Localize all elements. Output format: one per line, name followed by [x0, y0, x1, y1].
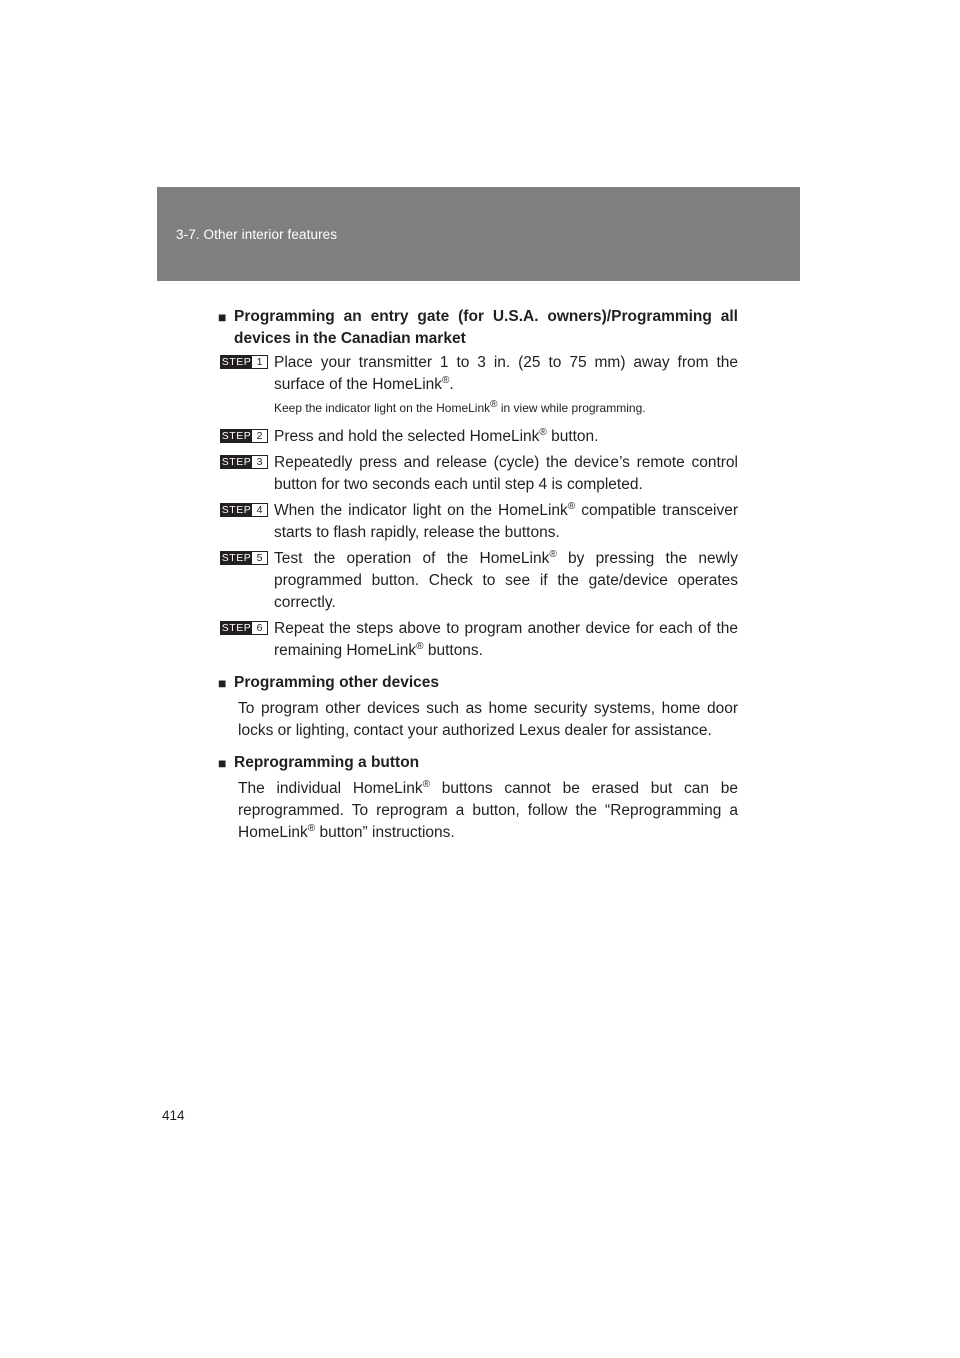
step-badge — [220, 503, 268, 517]
subheading-text: Programming other devices — [234, 674, 440, 691]
step-word: STEP — [221, 622, 252, 634]
step-text-end: button. — [546, 428, 599, 445]
subheading-entry-gate — [218, 306, 738, 350]
step-word: STEP — [221, 430, 252, 442]
step-text: Test the operation of the HomeLink — [274, 550, 550, 567]
step-2 — [218, 426, 738, 448]
step-badge — [220, 429, 268, 443]
step-text: When the indicator light on the HomeLink — [274, 502, 568, 519]
step-badge — [220, 355, 268, 369]
step-4 — [218, 500, 738, 544]
subheading-reprogramming — [218, 752, 738, 774]
paragraph-text: button” instructions. — [315, 824, 455, 841]
step-number: 6 — [252, 622, 267, 634]
step-number: 1 — [252, 356, 267, 368]
step-badge — [220, 551, 268, 565]
step-number: 5 — [252, 552, 267, 564]
subheading-text: Reprogramming a button — [234, 754, 420, 771]
registered-mark: ® — [416, 640, 424, 652]
step-1 — [218, 352, 738, 418]
registered-mark: ® — [549, 548, 557, 560]
paragraph-text: The individual HomeLink — [238, 780, 423, 797]
step-text-end: compatible transceiver starts to flash rapidly, release the buttons. — [274, 502, 739, 541]
step-6 — [218, 618, 738, 662]
step-badge — [220, 455, 268, 469]
step-text-end: buttons. — [423, 642, 483, 659]
page-number: 414 — [162, 1108, 185, 1123]
subheading-other-devices — [218, 672, 738, 694]
step-number: 4 — [252, 504, 267, 516]
square-bullet-icon: ■ — [218, 675, 227, 691]
step-word: STEP — [221, 552, 252, 564]
step-text: Repeatedly press and release (cycle) the device’s remote control button for two seconds each until step 4 is completed. — [274, 454, 738, 493]
step-text: Repeat the steps above to program another device for each of the remaining HomeLink — [274, 620, 738, 659]
registered-mark: ® — [539, 426, 547, 438]
step-number: 3 — [252, 456, 267, 468]
registered-mark: ® — [567, 500, 576, 512]
page-content — [218, 306, 738, 844]
step-5 — [218, 548, 738, 614]
step-text: Place your transmitter 1 to 3 in. (25 to 75 mm) away from the surface of the HomeLink — [274, 354, 738, 393]
step-word: STEP — [221, 456, 252, 468]
square-bullet-icon: ■ — [218, 755, 227, 771]
section-header-band — [157, 187, 800, 281]
step-text-end: . — [449, 376, 454, 393]
step-3 — [218, 452, 738, 496]
section-title: 3-7. Other interior features — [176, 227, 338, 242]
registered-mark: ® — [442, 374, 450, 386]
step-number: 2 — [252, 430, 267, 442]
subheading-text: Programming an entry gate (for U.S.A. owners)/Programming all devices in the Canadian market — [234, 308, 738, 347]
square-bullet-icon: ■ — [218, 309, 227, 325]
registered-mark: ® — [490, 399, 498, 410]
note-text: Keep the indicator light on the HomeLink — [274, 401, 491, 415]
paragraph-other-devices: To program other devices such as home security systems, home door locks or lighting, contact your authorized Lexus dealer for assistance. — [238, 700, 738, 739]
paragraph-reprogramming — [218, 778, 738, 844]
paragraph-text: buttons cannot be erased but can be reprogrammed. To reprogram a button, follow the “Reprogramming a HomeLink — [238, 780, 738, 841]
step-word: STEP — [221, 356, 252, 368]
registered-mark: ® — [422, 778, 430, 790]
step-note — [274, 398, 738, 418]
registered-mark: ® — [307, 822, 316, 834]
step-text: Press and hold the selected HomeLink — [274, 428, 540, 445]
step-badge — [220, 621, 268, 635]
step-word: STEP — [221, 504, 252, 516]
step-text-end: by pressing the newly programmed button. Check to see if the gate/device operates correctly. — [274, 550, 738, 611]
note-text-end: in view while programming. — [497, 401, 646, 415]
